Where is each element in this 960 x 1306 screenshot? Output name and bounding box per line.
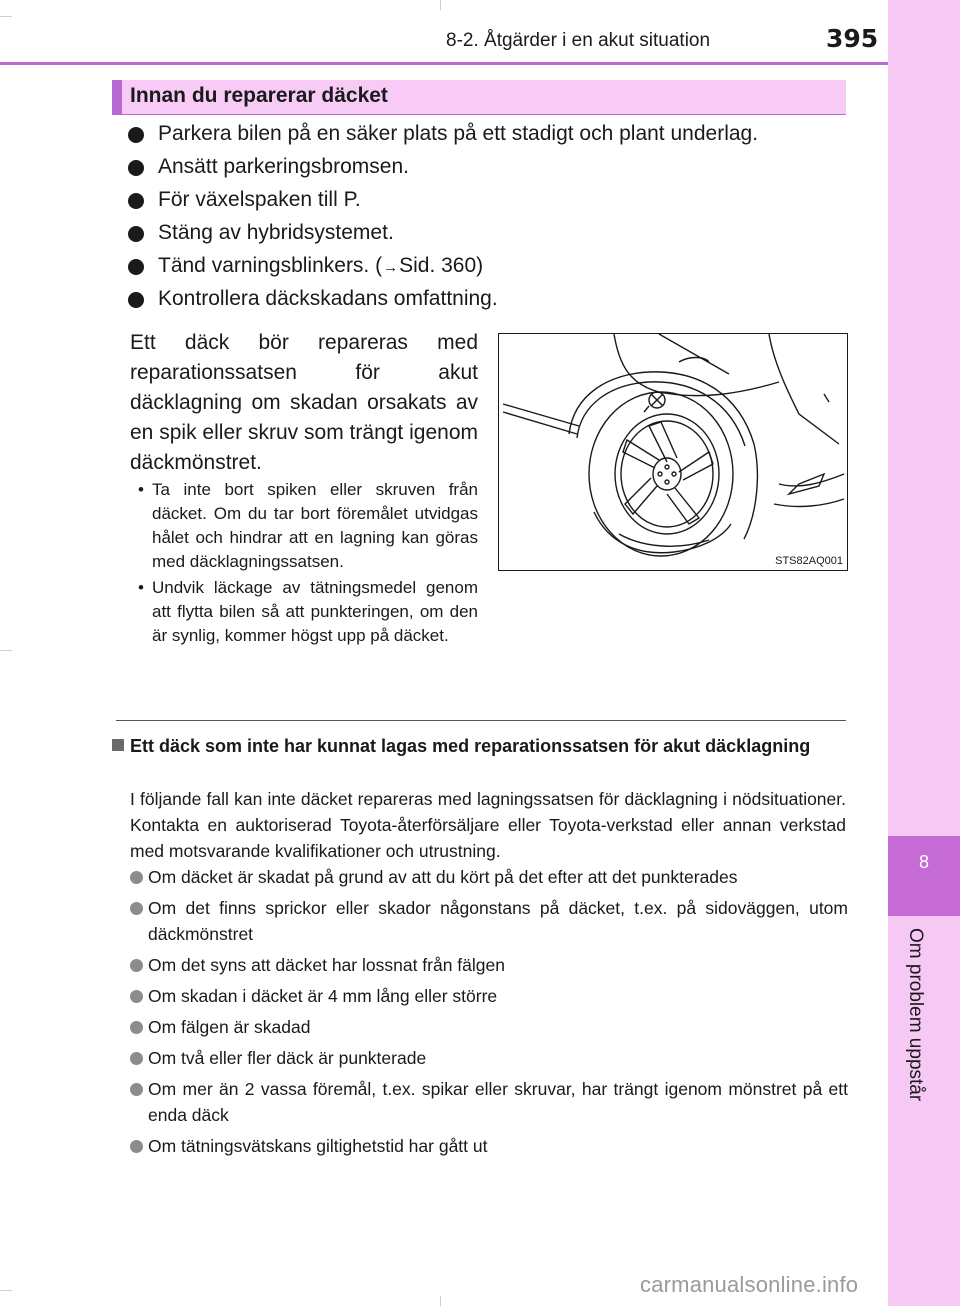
crop-mark (440, 0, 441, 10)
step-text-hazard (158, 254, 483, 278)
conditions-list (130, 864, 848, 1164)
bullet-dot-icon (130, 1083, 143, 1096)
crop-mark (0, 650, 12, 651)
step-item (128, 188, 848, 221)
subsection-heading (112, 734, 848, 758)
step-item (128, 155, 848, 188)
condition-text: Om det finns sprickor eller skador någonstans på däcket, t.ex. på sidoväggen, utom däckmönstret (148, 898, 848, 944)
bullet-dot-icon (128, 259, 144, 275)
header-section-title: 8-2. Åtgärder i en akut situation (446, 30, 711, 51)
condition-text: Om däcket är skadat på grund av att du kört på det efter att det punkterades (148, 867, 738, 887)
step-text: För växelspaken till P. (158, 188, 361, 211)
bullet-dot-icon (128, 127, 144, 143)
chapter-label: Om problem uppstår (905, 928, 926, 1102)
step-item (128, 254, 848, 287)
condition-item (130, 983, 848, 1009)
chapter-number-block (888, 836, 960, 916)
bullet-dot-icon (130, 1021, 143, 1034)
crop-mark (440, 1296, 441, 1306)
bullet-dot-icon (128, 193, 144, 209)
bullet-dot-icon (128, 292, 144, 308)
step-text: Parkera bilen på en säker plats på ett stadigt och plant underlag. (158, 122, 759, 145)
step-item (128, 122, 848, 155)
header-rule (0, 62, 888, 65)
condition-text: Om två eller fler däck är punkterade (148, 1048, 427, 1068)
condition-item (130, 952, 848, 978)
figure-code: STS82AQ001 (775, 555, 843, 567)
note-item (130, 478, 478, 574)
subsection-heading-text: Ett däck som inte har kunnat lagas med reparationssatsen för akut däcklagning (130, 736, 811, 756)
page-ref-link[interactable]: Sid. 360) (399, 254, 484, 277)
condition-item (130, 864, 848, 890)
bullet-dot-icon (130, 1140, 143, 1153)
condition-text: Om fälgen är skadad (148, 1017, 311, 1037)
repair-paragraph: Ett däck bör repareras med reparationssatsen för akut däcklagning om skadan orsakats av en spik eller skruv som trängt igenom däckmönstret. (130, 331, 478, 474)
condition-item (130, 1076, 848, 1128)
step-text: Stäng av hybridsystemet. (158, 221, 394, 244)
hazard-prefix: Tänd varningsblinkers. ( (158, 254, 383, 277)
section-divider (116, 720, 846, 721)
crop-mark (0, 16, 12, 17)
condition-item (130, 895, 848, 947)
condition-text: Om tätningsvätskans giltighetstid har gått ut (148, 1136, 488, 1156)
bullet-dot-icon (130, 959, 143, 972)
note-text: Undvik läckage av tätningsmedel genom att flytta bilen så att punkteringen, om den är synlig, kommer högst upp på däcket. (152, 578, 478, 645)
bullet-dot-icon (130, 990, 143, 1003)
page-ref-arrow-icon: → (383, 259, 399, 276)
step-item (128, 287, 848, 320)
section-heading: Innan du reparerar däcket (130, 84, 388, 107)
flat-tire-drawing (499, 334, 847, 570)
condition-text: Om mer än 2 vassa föremål, t.ex. spikar eller skruvar, har trängt igenom mönstret på ett enda däck (148, 1079, 848, 1125)
note-text: Ta inte bort spiken eller skruven från däcket. Om du tar bort föremålet utvidgas hålet och hindrar att en lagning kan göras med däcklagningssatsen. (152, 480, 478, 571)
bullet-dot-icon (130, 871, 143, 884)
note-bullet: • (138, 480, 144, 499)
site-watermark: carmanualsonline.info (640, 1272, 859, 1297)
condition-text: Om det syns att däcket har lossnat från fälgen (148, 955, 505, 975)
page-number: 395 (826, 24, 879, 53)
condition-text: Om skadan i däcket är 4 mm lång eller större (148, 986, 498, 1006)
square-bullet-icon (112, 739, 124, 751)
note-item (130, 576, 478, 648)
condition-item (130, 1045, 848, 1071)
step-item (128, 221, 848, 254)
bullet-dot-icon (128, 226, 144, 242)
tire-illustration (498, 333, 848, 571)
section-heading-accent (112, 80, 122, 115)
subsection-text: I följande fall kan inte däcket repareras med lagningssatsen för däcklagning i nödsituationer. Kontakta en auktoriserad Toyota-återförsäljare eller Toyota-verkstad eller annan verkstad med motsvarande kvalifikationer och utrustning. (130, 789, 846, 861)
step-text: Ansätt parkeringsbromsen. (158, 155, 409, 178)
step-text: Kontrollera däckskadans omfattning. (158, 287, 498, 310)
bullet-dot-icon (128, 160, 144, 176)
note-bullet: • (138, 578, 144, 597)
preparation-steps (128, 122, 848, 320)
bullet-dot-icon (130, 1052, 143, 1065)
crop-mark (0, 1290, 12, 1291)
bullet-dot-icon (130, 902, 143, 915)
condition-item (130, 1133, 848, 1159)
notes-list (130, 478, 478, 650)
chapter-number: 8 (918, 852, 929, 872)
condition-item (130, 1014, 848, 1040)
